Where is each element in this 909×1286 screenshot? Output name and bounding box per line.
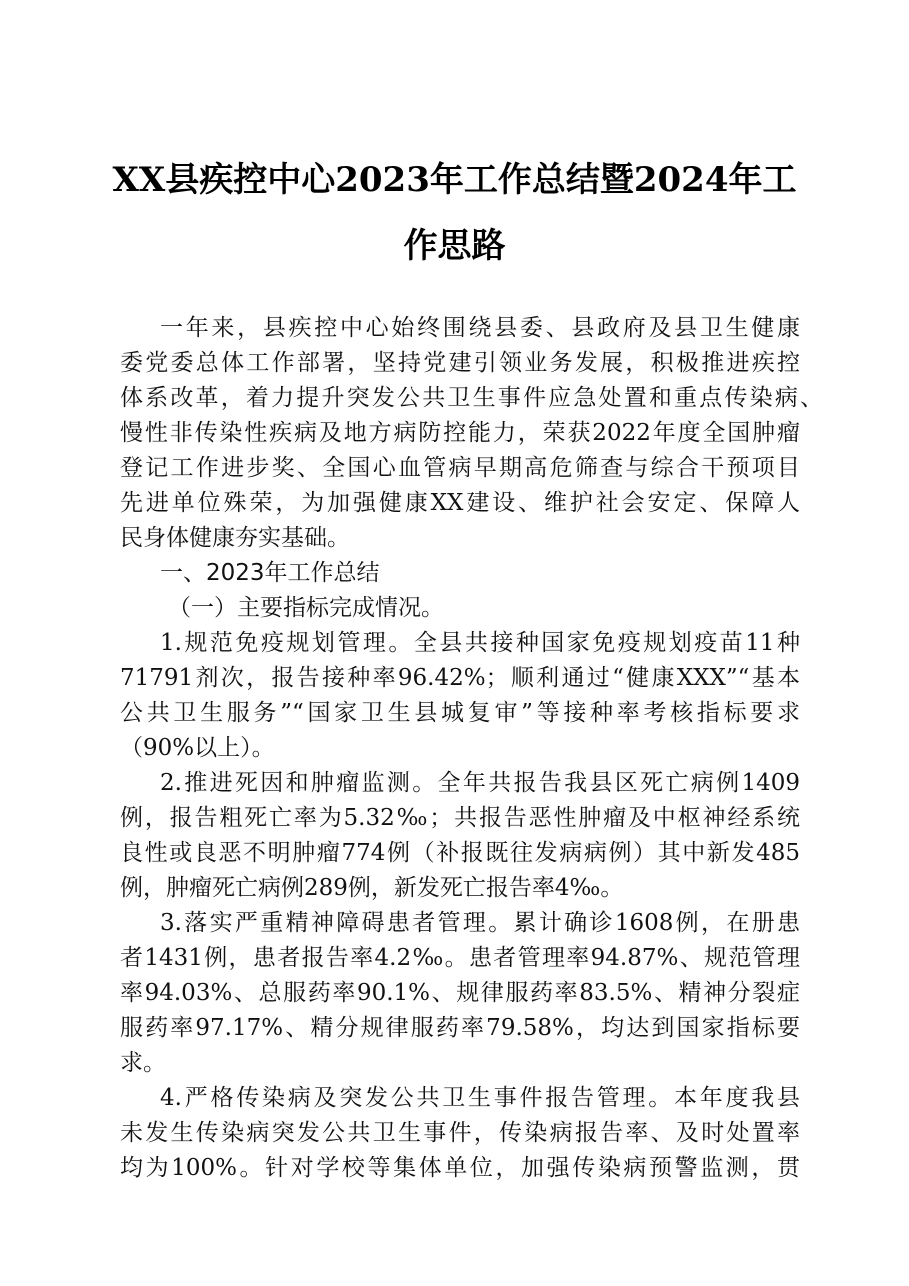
paragraph-line: 4.严格传染病及突发公共卫生事件报告管理。本年度我县: [160, 1085, 800, 1111]
paragraph-line: 71791剂次，报告接种率96.42%；顺利通过“健康XXX”“基本: [120, 665, 800, 691]
section-heading: 一、2023年工作总结: [160, 560, 380, 586]
document-title-line-1: XX县疾控中心2023年工作总结暨2024年工: [112, 160, 797, 200]
paragraph-line: 先进单位殊荣，为加强健康XX建设、维护社会安定、保障人: [120, 490, 800, 516]
paragraph-line: 率94.03%、总服药率90.1%、规律服药率83.5%、精神分裂症: [120, 980, 800, 1006]
paragraph-line: （90%以上）。: [120, 735, 275, 761]
paragraph-line: 登记工作进步奖、全国心血管病早期高危筛查与综合干预项目: [120, 455, 800, 481]
paragraph-line: 2.推进死因和肿瘤监测。全年共报告我县区死亡病例1409: [160, 770, 800, 796]
paragraph-line: 未发生传染病突发公共卫生事件，传染病报告率、及时处置率: [120, 1120, 800, 1146]
paragraph-line: 民身体健康夯实基础。: [120, 525, 350, 551]
paragraph-line: 慢性非传染性疾病及地方病防控能力，荣获2022年度全国肿瘤: [120, 420, 800, 446]
paragraph-line: 求。: [120, 1050, 166, 1076]
paragraph-line: 3.落实严重精神障碍患者管理。累计确诊1608例，在册患: [160, 910, 800, 936]
paragraph-line: 例，报告粗死亡率为5.32‰；共报告恶性肿瘤及中枢神经系统: [120, 805, 800, 831]
paragraph-line: 例，肿瘤死亡病例289例，新发死亡报告率4‰。: [120, 875, 624, 901]
paragraph-line: 服药率97.17%、精分规律服药率79.58%，均达到国家指标要: [120, 1015, 800, 1041]
paragraph-line: 一年来，县疾控中心始终围绕县委、县政府及县卫生健康: [160, 315, 800, 341]
subsection-heading: （一）主要指标完成情况。: [168, 595, 444, 621]
paragraph-line: 1.规范免疫规划管理。全县共接种国家免疫规划疫苗11种: [160, 630, 800, 656]
document-title-line-2: 作思路: [403, 226, 506, 266]
paragraph-line: 体系改革，着力提升突发公共卫生事件应急处置和重点传染病、: [120, 385, 823, 411]
paragraph-line: 良性或良恶不明肿瘤774例（补报既往发病病例）其中新发485: [120, 840, 800, 866]
paragraph-line: 委党委总体工作部署，坚持党建引领业务发展，积极推进疾控: [120, 350, 800, 376]
paragraph-line: 公共卫生服务”“国家卫生县城复审”等接种率考核指标要求: [120, 700, 800, 726]
paragraph-line: 者1431例，患者报告率4.2‰。患者管理率94.87%、规范管理: [120, 945, 800, 971]
paragraph-line: 均为100%。针对学校等集体单位，加强传染病预警监测，贯: [120, 1155, 800, 1181]
